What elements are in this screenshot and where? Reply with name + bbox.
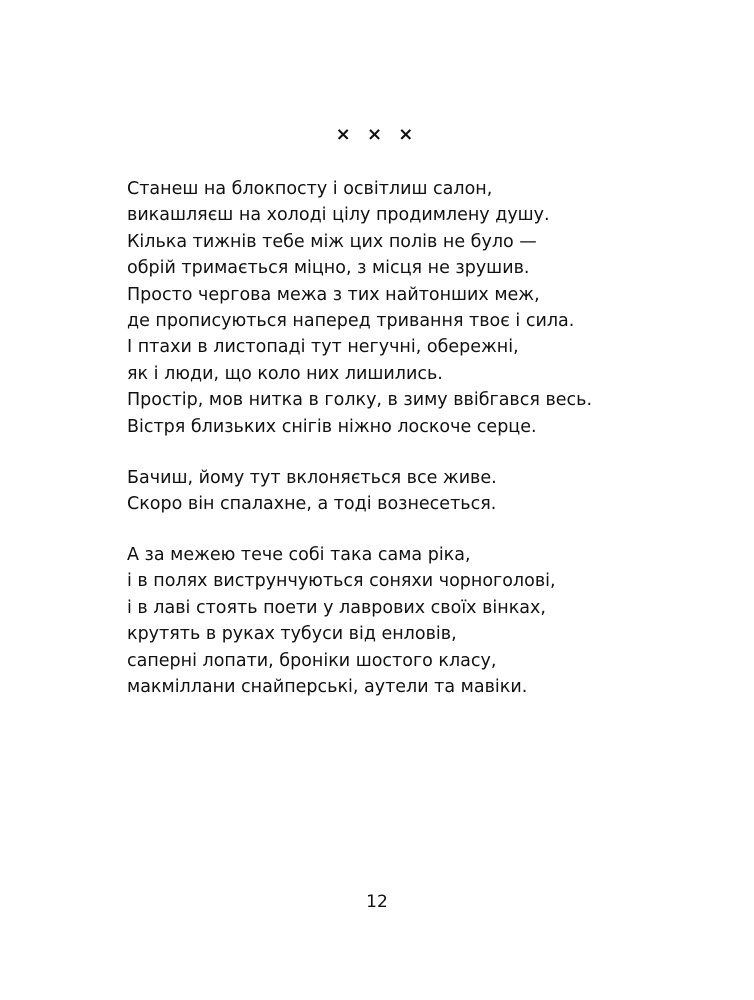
- poem-line: Вістря близьких снігів ніжно лоскоче серце.: [127, 416, 537, 437]
- poem-line: крутять в руках тубуси від енловів,: [127, 624, 457, 645]
- stanza-2: [127, 465, 727, 518]
- poem-line: Станеш на блокпосту і освітлиш салон,: [127, 179, 493, 199]
- poem-line: Скоро він спалахне, а тоді вознесеться.: [127, 494, 497, 515]
- poem-line: і в полях виструнчуються соняхи чорноголові,: [127, 571, 556, 592]
- poem-line: А за межею тече собі така сама ріка,: [127, 545, 471, 565]
- stanza-3: [127, 542, 727, 700]
- poem-line: і в лаві стоять поети у лаврових своїх вінках,: [127, 597, 546, 618]
- poem-line: Кілька тижнів тебе між цих полів не було —: [127, 231, 537, 252]
- poem-line: Бачиш, йому тут вклоняється все живе.: [127, 468, 497, 488]
- poem-line: саперні лопати, броніки шостого класу,: [127, 650, 497, 671]
- stanza-1: [127, 176, 727, 440]
- poem-line: Простір, мов нитка в голку, в зиму ввібгався весь.: [127, 390, 593, 411]
- poem-line: Просто чергова межа з тих найтонших меж,: [127, 284, 540, 305]
- section-separator: × × ×: [335, 124, 419, 145]
- poem-line: І птахи в листопаді тут негучні, обережні,: [127, 337, 519, 358]
- poem-line: як і люди, що коло них лишились.: [127, 363, 443, 384]
- poem-line: викашляєш на холоді цілу продимлену душу.: [127, 205, 550, 226]
- poem-line: де прописуються наперед тривання твоє і сила.: [127, 311, 575, 332]
- page-number: 12: [366, 892, 388, 912]
- poem-line: макміллани снайперські, аутели та мавіки.: [127, 677, 528, 698]
- poem-line: обрій тримається міцно, з місця не зрушив.: [127, 258, 530, 279]
